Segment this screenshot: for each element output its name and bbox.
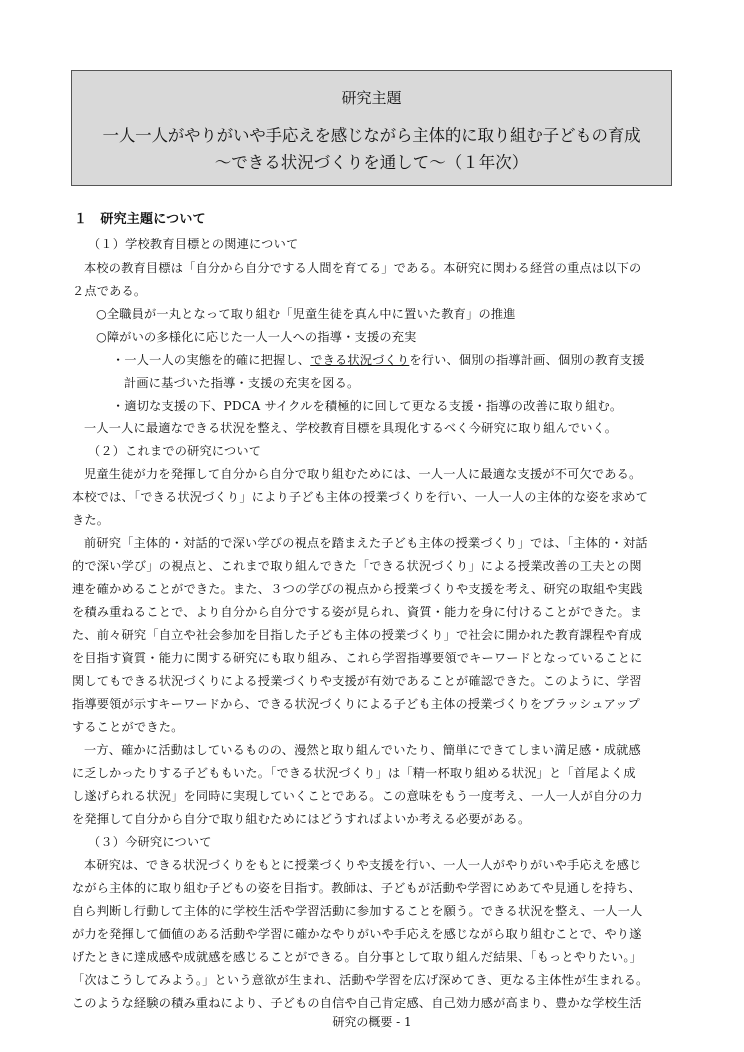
paragraph-line: 「次はこうしてみよう。」という意欲が生まれ、活動や学習を広げ深めてき、更なる主体性が生まれる。 (72, 973, 649, 987)
paragraph-line: し遂げられる状況」を同時に実現していくことである。この意味をもう一度考え、一人一人が自分の力 (72, 789, 643, 803)
paragraph-line: 的で深い学び」の視点と、これまで取り組んできた「できる状況づくり」による授業改善の工夫との関 (72, 559, 642, 573)
paragraph-line: に乏しかったりする子どももいた。「できる状況づくり」は「精一杯取り組める状況」と「首尾よく成 (72, 766, 636, 780)
paragraph-line: げたときに達成感や成就感を感じることができる。自分事として取り組んだ結果、「もっとやりたい。」 (72, 950, 643, 964)
paragraph-line: ２点である。 (72, 284, 147, 298)
bullet-continuation: 計画に基づいた指導・支援の充実を図る。 (124, 376, 360, 390)
paragraph-line: 自ら判断し行動して主体的に学校生活や学習活動に参加することを願う。できる状況を整え、一人一人 (72, 904, 643, 918)
list-item: ○全職員が一丸となって取り組む「児童生徒を真ん中に置いた教育」の推進 (96, 307, 516, 321)
theme-label: 研究主題 (341, 89, 402, 107)
list-item: ○障がいの多様化に応じた一人一人への指導・支援の充実 (96, 330, 417, 344)
page-footer: 研究の概要 - 1 (332, 1015, 412, 1029)
paragraph-line: 前研究「主体的・対話的で深い学びの視点を踏まえた子ども主体の授業づくり」では、「主体的・対話 (84, 536, 648, 550)
theme-subtitle: ～できる状況づくりを通して～（１年次） (214, 153, 529, 172)
paragraph-line: 本校の教育目標は「自分から自分でする人間を育てる」である。本研究に関わる経営の重点は以下の (84, 261, 642, 275)
subsection-heading-1: （１）学校教育目標との関連について (88, 237, 299, 251)
paragraph-line: することができた。 (72, 720, 184, 734)
paragraph-line: きた。 (72, 513, 110, 527)
paragraph-line: た、前々研究「自立や社会参加を目指した子ども主体の授業づくり」で社会に開かれた教育課程や育成 (72, 628, 642, 642)
paragraph-line: 児童生徒が力を発揮して自分から自分で取り組むためには、一人一人に最適な支援が不可欠である。 (84, 467, 642, 481)
theme-main-title: 一人一人がやりがいや手応えを感じながら主体的に取り組む子どもの育成 (102, 126, 641, 145)
paragraph-line: 関してもできる状況づくりによる授業づくりや支援が有効であることが確認できた。このように、学習 (72, 674, 642, 688)
paragraph-line: 本校では、「できる状況づくり」により子ども主体の授業づくりを行い、一人一人の主体的な姿を求めて (72, 490, 649, 504)
paragraph-line: が力を発揮して価値のある活動や学習に確かなやりがいや手応えを感じながら取り組むことで、やり遂 (72, 927, 642, 941)
bullet-item: ・適切な支援の下、PDCA サイクルを積極的に回して更なる支援・指導の改善に取り組む。 (112, 399, 623, 413)
bullet-text: ・一人一人の実態を的確に把握し、 (112, 353, 311, 367)
paragraph-line: このような経験の積み重ねにより、子どもの自信や自己肯定感、自己効力感が高まり、豊かな学校生活 (72, 996, 642, 1010)
paragraph-line: 指導要領が示すキーワードから、できる状況づくりによる子ども主体の授業づくりをブラッシュアップ (72, 697, 640, 711)
paragraph-line: を目指す資質・能力に関する研究にも取り組み、これら学習指導要領でキーワードとなっていることに (72, 651, 643, 665)
paragraph-line: 連を確かめることができた。また、３つの学びの視点から授業づくりや支援を考え、研究の取組や実践 (72, 582, 643, 596)
paragraph-line: 一方、確かに活動はしているものの、漫然と取り組んでいたり、簡単にできてしまい満足感・成就感 (84, 743, 641, 757)
paragraph-line: 本研究は、できる状況づくりをもとに授業づくりや支援を行い、一人一人がやりがいや手応えを感じ (84, 858, 642, 872)
subsection-heading-3: （３）今研究について (88, 835, 212, 849)
section-heading: １ 研究主題について (74, 212, 206, 227)
subsection-heading-2: （２）これまでの研究について (88, 444, 262, 458)
underlined-term: できる状況づくり (310, 353, 410, 367)
theme-title-box (71, 70, 672, 186)
bullet-item (112, 352, 645, 368)
paragraph-line: を発揮して自分から自分で取り組むためにはどうすればよいか考える必要がある。 (72, 812, 531, 826)
paragraph-line: ながら主体的に取り組む子どもの姿を目指す。教師は、子どもが活動や学習にめあてや見通しを持ち、 (72, 881, 641, 895)
bullet-text: を行い、個別の指導計画、個別の教育支援 (409, 353, 645, 367)
paragraph-line: を積み重ねることで、より自分から自分でする姿が見られ、資質・能力を身に付けることができた。ま (72, 605, 643, 619)
paragraph-line: 一人一人に最適なできる状況を整え、学校教育目標を具現化するべく今研究に取り組んでいく。 (84, 421, 618, 435)
